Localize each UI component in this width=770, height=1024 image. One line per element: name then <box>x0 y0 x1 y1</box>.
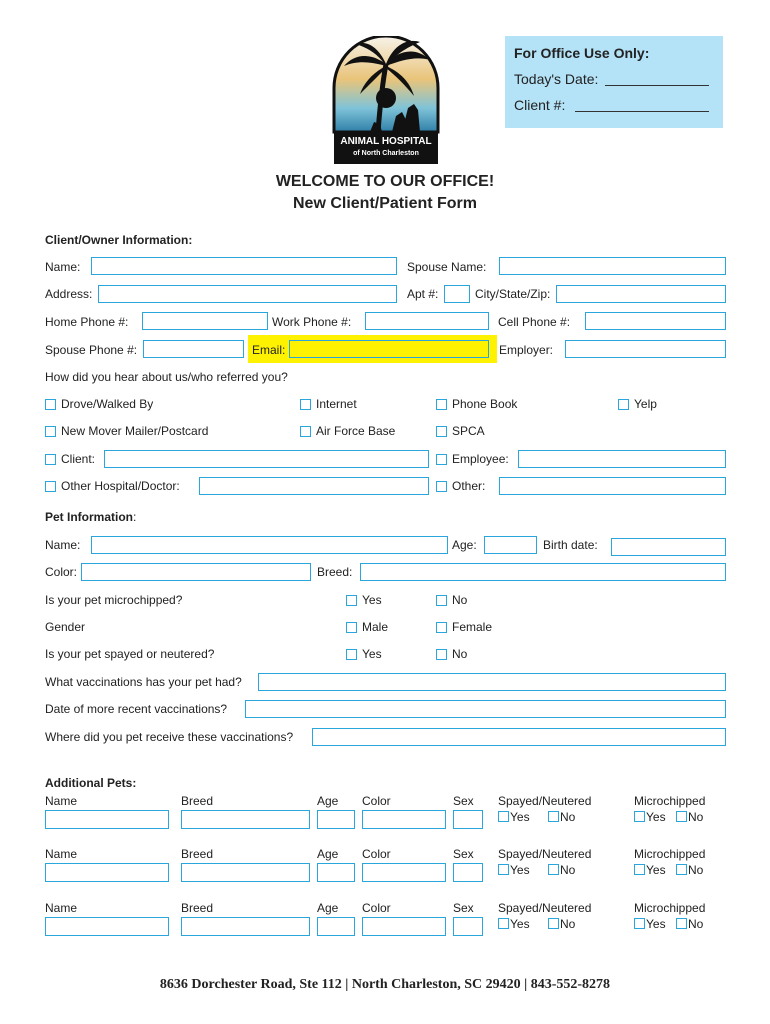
additional-pet-spayed-yes-label: Yes <box>510 810 530 824</box>
page-title: WELCOME TO OUR OFFICE! <box>275 173 495 190</box>
additional-pet-microchipped-label: Microchipped <box>634 794 706 808</box>
client-referral-label: Client: <box>61 452 96 466</box>
additional-pet-color-field[interactable] <box>362 863 446 882</box>
additional-pet-breed-field[interactable] <box>181 810 310 829</box>
footer-address: 8636 Dorchester Road, Ste 112 | North Charleston, SC 29420 | 843-552-8278 <box>159 977 611 992</box>
microchip-yes-checkbox[interactable] <box>346 595 357 606</box>
spca-label: SPCA <box>452 424 485 438</box>
page-subtitle: New Client/Patient Form <box>292 195 478 212</box>
additional-pet-microchipped-label: Microchipped <box>634 847 706 861</box>
phone-book-checkbox[interactable] <box>436 399 447 410</box>
phone-book-label: Phone Book <box>452 397 518 411</box>
cell-phone-label: Cell Phone #: <box>498 315 571 329</box>
client-referral-checkbox[interactable] <box>45 454 56 465</box>
hospital-logo <box>330 36 442 166</box>
client-referral-field[interactable] <box>104 450 429 468</box>
cell-phone-field[interactable] <box>585 312 726 330</box>
microchip-no-label: No <box>452 593 468 607</box>
internet-checkbox[interactable] <box>300 399 311 410</box>
employee-field[interactable] <box>518 450 726 468</box>
client-number-line[interactable] <box>575 111 709 112</box>
vaccination-location-question: Where did you pet receive these vaccinations? <box>45 730 294 744</box>
vaccinations-question: What vaccinations has your pet had? <box>45 675 242 689</box>
breed-field[interactable] <box>360 563 726 581</box>
email-label: Email: <box>252 343 286 357</box>
spouse-phone-field[interactable] <box>143 340 244 358</box>
additional-pet-name-field[interactable] <box>45 917 169 936</box>
color-label: Color: <box>45 565 78 579</box>
additional-pet-spayed-no-checkbox[interactable] <box>548 811 559 822</box>
additional-pet-microchip-no-checkbox[interactable] <box>676 918 687 929</box>
additional-pet-microchip-yes-checkbox[interactable] <box>634 864 645 875</box>
spouse-name-field[interactable] <box>499 257 726 275</box>
spouse-name-label: Spouse Name: <box>407 260 487 274</box>
office-use-box <box>505 36 723 128</box>
other-field[interactable] <box>499 477 726 495</box>
birth-date-label: Birth date: <box>543 538 598 552</box>
home-phone-label: Home Phone #: <box>45 315 129 329</box>
logo-name-line2: of North Charleston <box>353 150 419 157</box>
male-label: Male <box>362 620 389 634</box>
city-state-zip-label: City/State/Zip: <box>475 287 551 301</box>
additional-pet-spayed-no-label: No <box>560 863 576 877</box>
additional-pet-sex-label: Sex <box>453 847 474 861</box>
vaccination-location-field[interactable] <box>312 728 726 746</box>
office-use-heading: For Office Use Only: <box>514 45 650 61</box>
air-force-checkbox[interactable] <box>300 426 311 437</box>
additional-pet-spayed-label: Spayed/Neutered <box>498 901 592 915</box>
address-field[interactable] <box>98 285 397 303</box>
employer-label: Employer: <box>499 343 554 357</box>
additional-pet-breed-label: Breed <box>181 901 214 915</box>
pet-name-label: Name: <box>45 538 81 552</box>
spayed-no-label: No <box>452 647 468 661</box>
pet-section-title: Pet Information <box>45 510 134 524</box>
additional-pet-color-field[interactable] <box>362 917 446 936</box>
pet-name-field[interactable] <box>91 536 448 554</box>
additional-pet-age-label: Age <box>317 847 339 861</box>
additional-pet-microchip-no-checkbox[interactable] <box>676 811 687 822</box>
additional-pet-spayed-no-checkbox[interactable] <box>548 864 559 875</box>
additional-pet-spayed-no-label: No <box>560 917 576 931</box>
address-label: Address: <box>45 287 93 301</box>
additional-pet-name-field[interactable] <box>45 810 169 829</box>
additional-pet-age-field[interactable] <box>317 863 355 882</box>
drove-walked-checkbox[interactable] <box>45 399 56 410</box>
referral-question: How did you hear about us/who referred you? <box>45 370 288 384</box>
spayed-question: Is your pet spayed or neutered? <box>45 647 215 661</box>
additional-pet-spayed-yes-label: Yes <box>510 863 530 877</box>
microchip-yes-label: Yes <box>362 593 382 607</box>
email-field[interactable] <box>289 340 489 358</box>
other-checkbox[interactable] <box>436 481 447 492</box>
additional-pet-name-field[interactable] <box>45 863 169 882</box>
additional-pet-microchip-no-label: No <box>688 917 704 931</box>
logo-name-line1: ANIMAL HOSPITAL <box>340 136 432 147</box>
additional-pet-age-field[interactable] <box>317 810 355 829</box>
female-checkbox[interactable] <box>436 622 447 633</box>
additional-pet-spayed-yes-checkbox[interactable] <box>498 811 509 822</box>
microchip-no-checkbox[interactable] <box>436 595 447 606</box>
air-force-label: Air Force Base <box>316 424 396 438</box>
internet-label: Internet <box>316 397 357 411</box>
pet-age-field[interactable] <box>484 536 537 554</box>
additional-pet-age-label: Age <box>317 901 339 915</box>
additional-pet-color-label: Color <box>362 901 391 915</box>
pet-section-heading <box>45 510 136 524</box>
other-hospital-checkbox[interactable] <box>45 481 56 492</box>
spayed-yes-label: Yes <box>362 647 382 661</box>
pet-section-colon: : <box>133 510 137 524</box>
additional-pet-microchip-no-label: No <box>688 863 704 877</box>
additional-pet-age-label: Age <box>317 794 339 808</box>
additional-pets-heading: Additional Pets: <box>45 776 137 790</box>
mailer-label: New Mover Mailer/Postcard <box>61 424 209 438</box>
additional-pet-sex-field[interactable] <box>453 917 483 936</box>
microchip-question: Is your pet microchipped? <box>45 593 183 607</box>
additional-pet-sex-field[interactable] <box>453 863 483 882</box>
male-checkbox[interactable] <box>346 622 357 633</box>
additional-pet-color-field[interactable] <box>362 810 446 829</box>
additional-pet-microchip-yes-checkbox[interactable] <box>634 811 645 822</box>
color-field[interactable] <box>81 563 311 581</box>
apt-label: Apt #: <box>407 287 439 301</box>
additional-pet-microchip-no-label: No <box>688 810 704 824</box>
city-state-zip-field[interactable] <box>556 285 726 303</box>
additional-pet-spayed-label: Spayed/Neutered <box>498 847 592 861</box>
additional-pet-spayed-no-checkbox[interactable] <box>548 918 559 929</box>
owner-name-field[interactable] <box>91 257 397 275</box>
gender-label: Gender <box>45 620 86 634</box>
additional-pet-microchip-yes-label: Yes <box>646 810 666 824</box>
employer-field[interactable] <box>565 340 726 358</box>
spca-checkbox[interactable] <box>436 426 447 437</box>
additional-pet-breed-label: Breed <box>181 847 214 861</box>
work-phone-field[interactable] <box>365 312 489 330</box>
additional-pet-breed-field[interactable] <box>181 917 310 936</box>
additional-pet-breed-label: Breed <box>181 794 214 808</box>
apt-field[interactable] <box>444 285 470 303</box>
additional-pet-sex-field[interactable] <box>453 810 483 829</box>
additional-pet-sex-label: Sex <box>453 901 474 915</box>
home-phone-field[interactable] <box>142 312 268 330</box>
breed-label: Breed: <box>317 565 353 579</box>
additional-pet-spayed-yes-checkbox[interactable] <box>498 918 509 929</box>
additional-pet-color-label: Color <box>362 794 391 808</box>
work-phone-label: Work Phone #: <box>272 315 352 329</box>
vaccination-date-question: Date of more recent vaccinations? <box>45 702 228 716</box>
employee-label: Employee: <box>452 452 509 466</box>
spayed-yes-checkbox[interactable] <box>346 649 357 660</box>
name-label: Name: <box>45 260 81 274</box>
female-label: Female <box>452 620 493 634</box>
yelp-label: Yelp <box>634 397 657 411</box>
spayed-no-checkbox[interactable] <box>436 649 447 660</box>
employee-checkbox[interactable] <box>436 454 447 465</box>
drove-walked-label: Drove/Walked By <box>61 397 154 411</box>
yelp-checkbox[interactable] <box>618 399 629 410</box>
additional-pet-name-label: Name <box>45 901 78 915</box>
additional-pet-microchip-yes-checkbox[interactable] <box>634 918 645 929</box>
other-label: Other: <box>452 479 486 493</box>
additional-pet-microchipped-label: Microchipped <box>634 901 706 915</box>
other-hospital-field[interactable] <box>199 477 429 495</box>
spouse-phone-label: Spouse Phone #: <box>45 343 138 357</box>
client-number-label: Client #: <box>514 97 566 113</box>
additional-pet-spayed-label: Spayed/Neutered <box>498 794 592 808</box>
additional-pet-spayed-no-label: No <box>560 810 576 824</box>
additional-pet-sex-label: Sex <box>453 794 474 808</box>
additional-pet-color-label: Color <box>362 847 391 861</box>
additional-pet-age-field[interactable] <box>317 917 355 936</box>
additional-pet-name-label: Name <box>45 847 78 861</box>
additional-pet-microchip-yes-label: Yes <box>646 917 666 931</box>
other-hospital-label: Other Hospital/Doctor: <box>61 479 180 493</box>
additional-pet-name-label: Name <box>45 794 78 808</box>
owner-section-heading: Client/Owner Information: <box>45 233 193 247</box>
additional-pet-microchip-no-checkbox[interactable] <box>676 864 687 875</box>
birth-date-field[interactable] <box>611 538 726 556</box>
additional-pet-microchip-yes-label: Yes <box>646 863 666 877</box>
pet-age-label: Age: <box>452 538 477 552</box>
additional-pet-breed-field[interactable] <box>181 863 310 882</box>
vaccinations-field[interactable] <box>258 673 726 691</box>
additional-pet-spayed-yes-checkbox[interactable] <box>498 864 509 875</box>
todays-date-label: Today's Date: <box>514 71 599 87</box>
todays-date-line[interactable] <box>605 85 709 86</box>
mailer-checkbox[interactable] <box>45 426 56 437</box>
vaccination-date-field[interactable] <box>245 700 726 718</box>
additional-pet-spayed-yes-label: Yes <box>510 917 530 931</box>
